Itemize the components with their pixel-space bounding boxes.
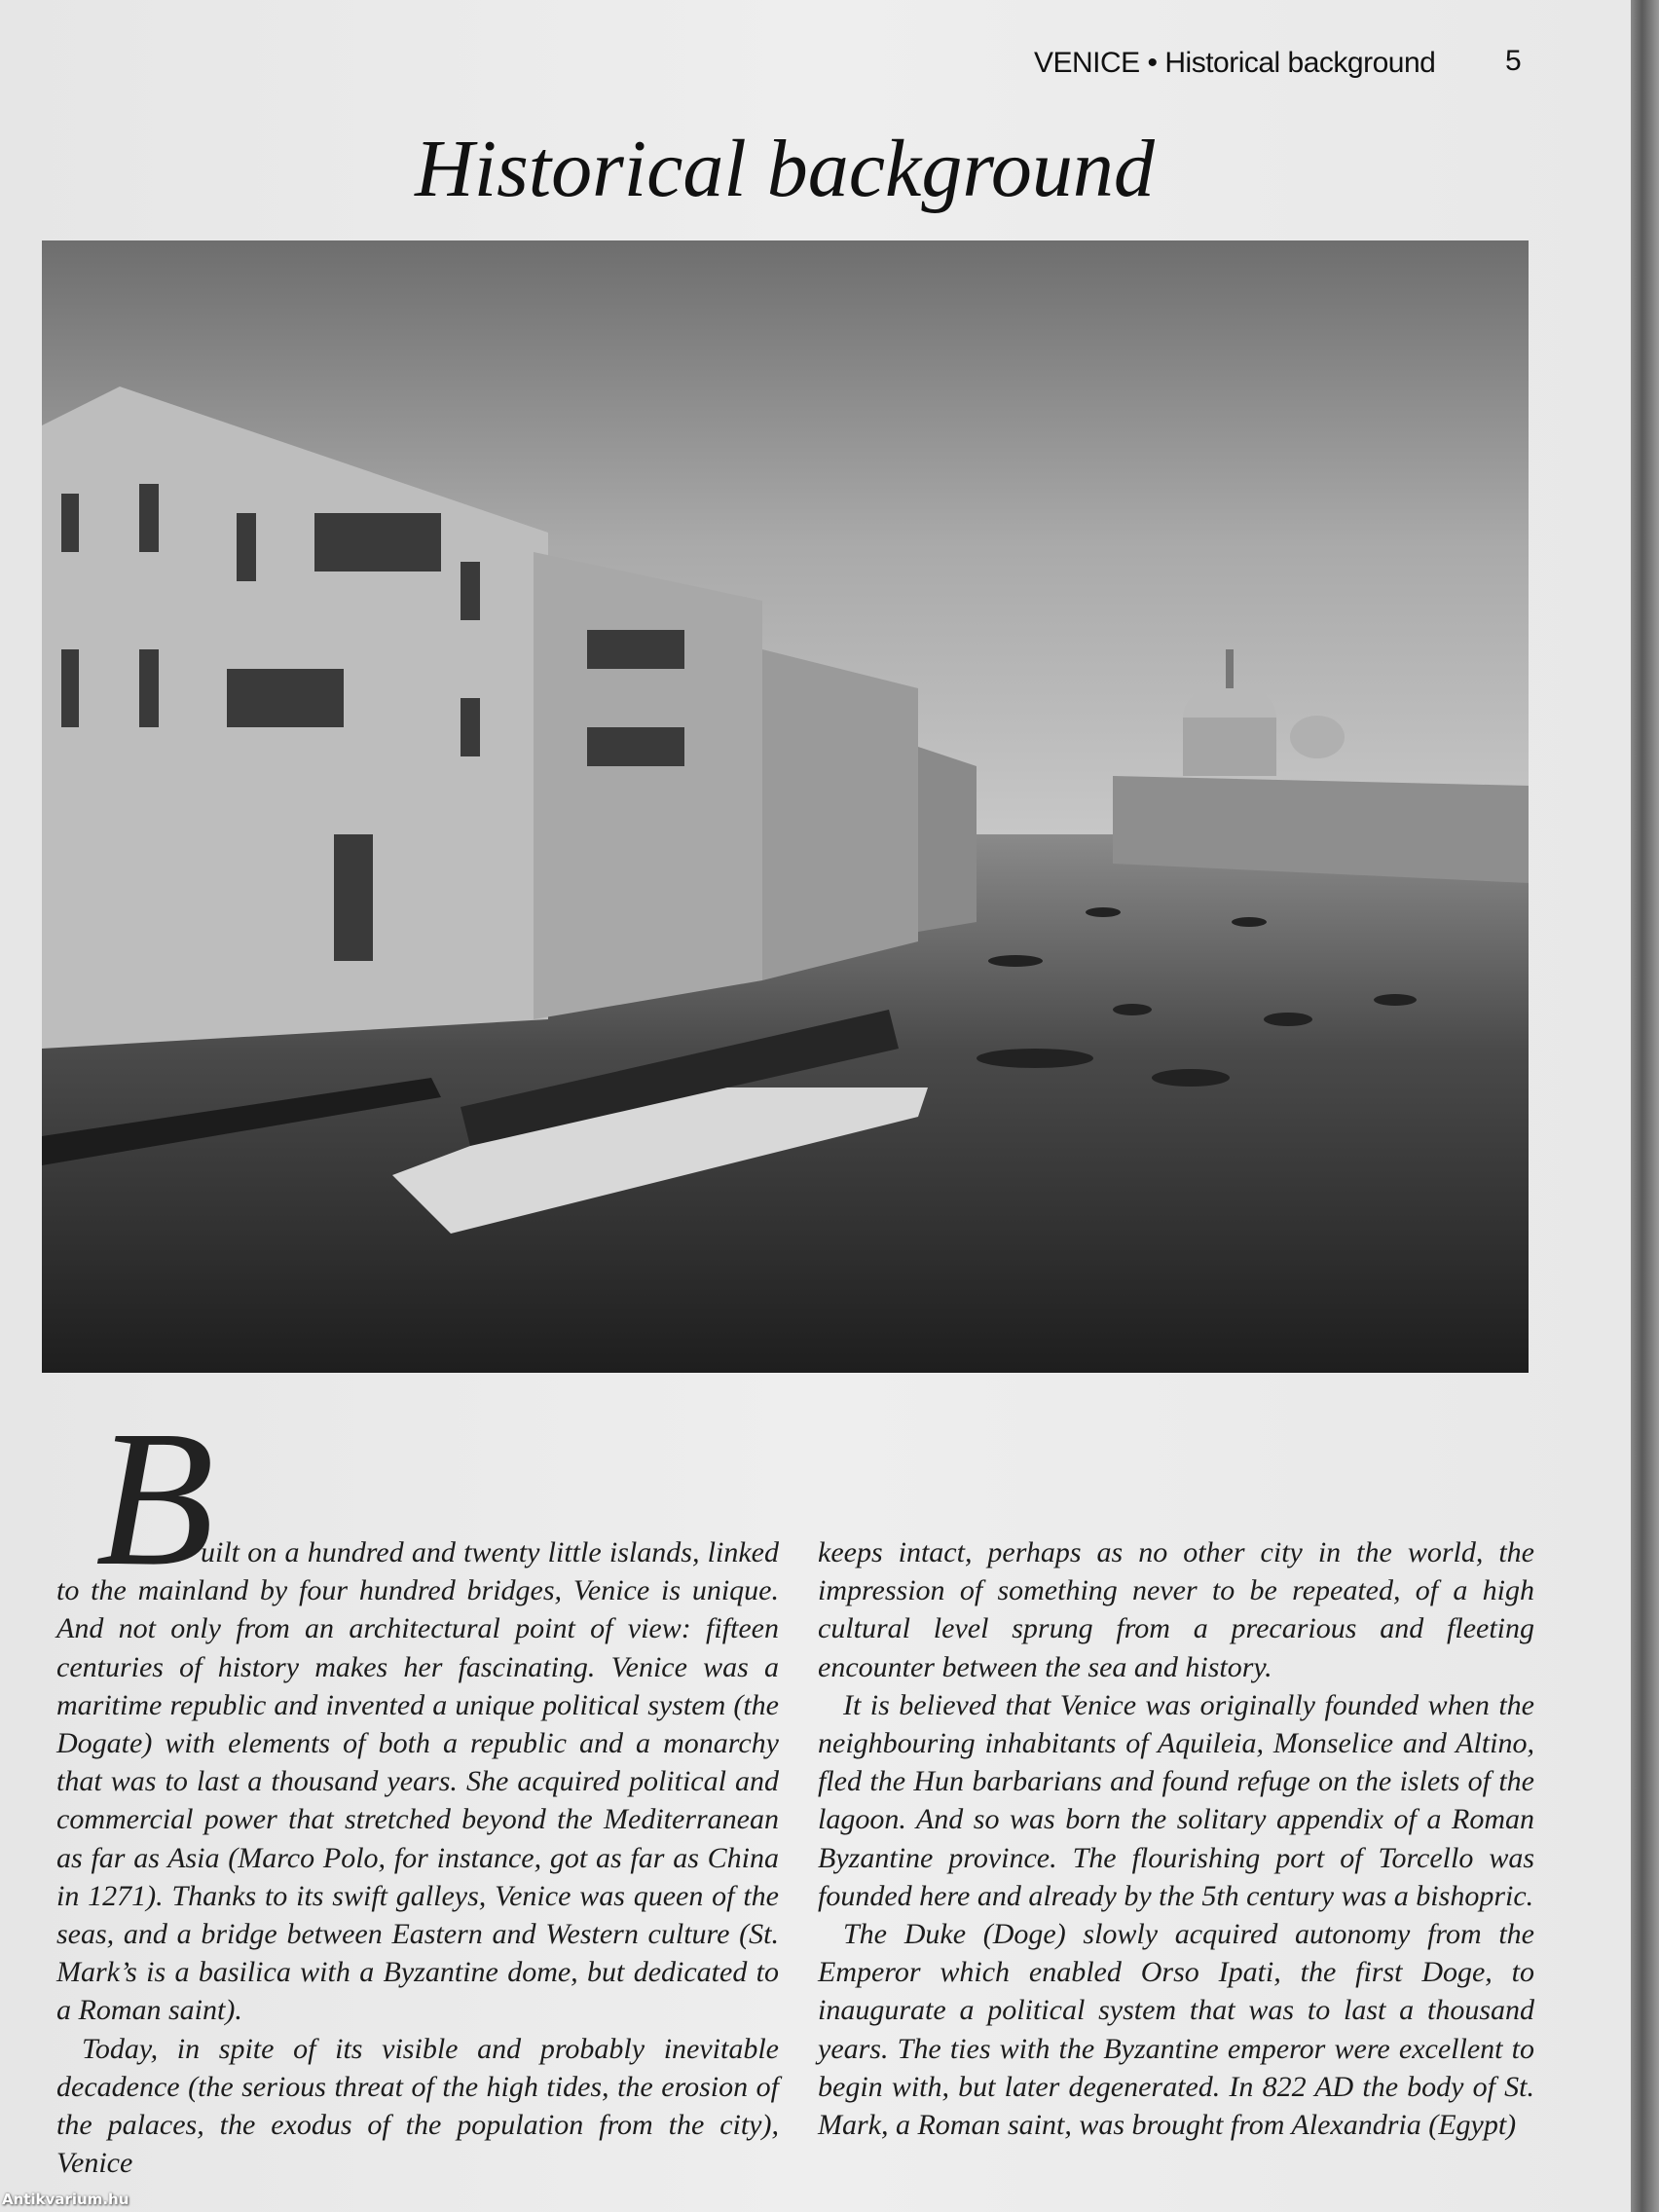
- page-title: Historical background: [415, 124, 1155, 214]
- text-column-left: [56, 1533, 779, 2182]
- grand-canal-photo: [42, 240, 1529, 1373]
- text-column-right: [818, 1533, 1534, 2144]
- paragraph: It is believed that Venice was originally founded when the neighbouring inhabitants of Aquileia, Monselice and Altino, fled the Hun barbarians and found refuge on the islets of the lagoon. And so was born the solitary appendix of a Roman Byzantine province. The flourishing port of Torcello was founded here and already by the 5th century was a bishopric.: [818, 1688, 1534, 1912]
- drop-cap: B: [95, 1391, 215, 1606]
- paragraph: The Duke (Doge) slowly acquired autonomy from the Emperor which enabled Orso Ipati, the first Doge, to inaugurate a political system that was to last a thousand years. The ties with the Byzantine emperor were excellent to begin with, but later degenerated. In 822 AD the body of St. Mark, a Roman saint, was brought from Alexandria (Egypt): [818, 1918, 1534, 2142]
- paragraph: Today, in spite of its visible and probably inevitable decadence (the serious threat of the high tides, the erosion of the palaces, the exodus of the population from the city), Venice: [56, 2032, 779, 2180]
- running-head: VENICE • Historical background: [1034, 47, 1436, 79]
- paragraph: uilt on a hundred and twenty little islands, linked to the mainland by four hundred bridges, Venice is unique. And not only from an architectural point of view: fifteen centuries of history makes her fascinating. Venice was a maritime republic and invented a unique political system (the Dogate) with elements of both a republic and a monarchy that was to last a thousand years. She acquired political and commercial power that stretched beyond the Mediterranean as far as Asia (Marco Polo, for instance, got as far as China in 1271). Thanks to its swift galleys, Venice was queen of the seas, and a bridge between Eastern and Western culture (St. Mark’s is a basilica with a Byzantine dome, but dedicated to a Roman saint).: [56, 1536, 779, 2027]
- watermark: Antikvarium.hu: [2, 2191, 129, 2208]
- paragraph: keeps intact, perhaps as no other city in the world, the impression of something never to be repeated, of a high cultural level sprung from a precarious and fleeting encounter between the sea and history.: [818, 1536, 1534, 1683]
- page-number: 5: [1505, 45, 1522, 77]
- page-edge-shadow: [1631, 0, 1659, 2212]
